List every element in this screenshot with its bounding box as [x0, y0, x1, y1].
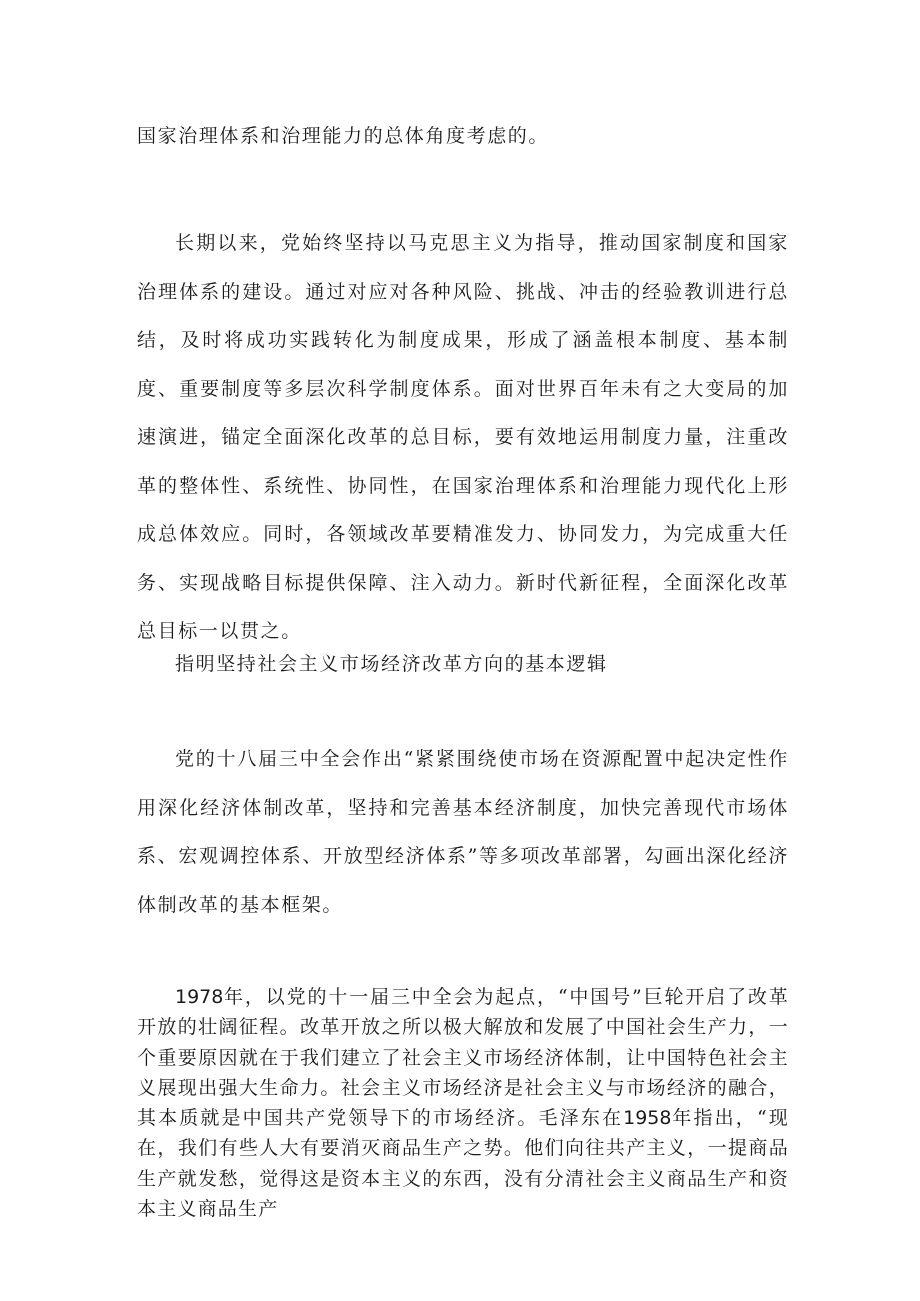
paragraph-reform-1978-part-a: 年，以党的十一届三中全会为起点，“中国号”巨轮开启了改革开放的壮阔征程。改革开放之所以极大解放和发展了中国社会生产力，一个重要原因就在于我们建立了社会主义市场经济体制，让中国特色社会主义展现出强大生命力。社会主义市场经济是社会主义与市场经济的融合，其本质就是中国共产党领导下的市场经济。毛泽东在	[137, 986, 789, 1130]
paragraph-reform-1978	[137, 982, 789, 1224]
paragraph-reform-1978-part-b: 年指出，“现在，我们有些人大有要消灭商品生产之势。他们向往共产主义，一提商品生产就发愁，觉得这是资本主义的东西，没有分清社会主义商品生产和资本主义商品生产	[137, 1107, 789, 1221]
year-1978: 1978	[175, 986, 224, 1008]
section-heading: 指明坚持社会主义市场经济改革方向的基本逻辑	[175, 653, 608, 675]
year-1958: 1958	[623, 1107, 672, 1130]
paragraph-third-plenum: 党的十八届三中全会作出“紧紧围绕使市场在资源配置中起决定性作用深化经济体制改革，坚持和完善基本经济制度，加快完善现代市场体系、宏观调控体系、开放型经济体系”等多项改革部署，勾画出深化经济体制改革的基本框架。	[137, 748, 789, 916]
paragraph-long-term: 长期以来，党始终坚持以马克思主义为指导，推动国家制度和国家治理体系的建设。通过对应对各种风险、挑战、冲击的经验教训进行总结，及时将成功实践转化为制度成果，形成了涵盖根本制度、基本制度、重要制度等多层次科学制度体系。面对世界百年未有之大变局的加速演进，锚定全面深化改革的总目标，要有效地运用制度力量，注重改革的整体性、系统性、协同性，在国家治理体系和治理能力现代化上形成总体效应。同时，各领域改革要精准发力、协同发力，为完成重大任务、实现战略目标提供保障、注入动力。新时代新征程，全面深化改革总目标一以贯之。	[137, 232, 789, 642]
paragraph-continuation: 国家治理体系和治理能力的总体角度考虑的。	[137, 125, 550, 147]
